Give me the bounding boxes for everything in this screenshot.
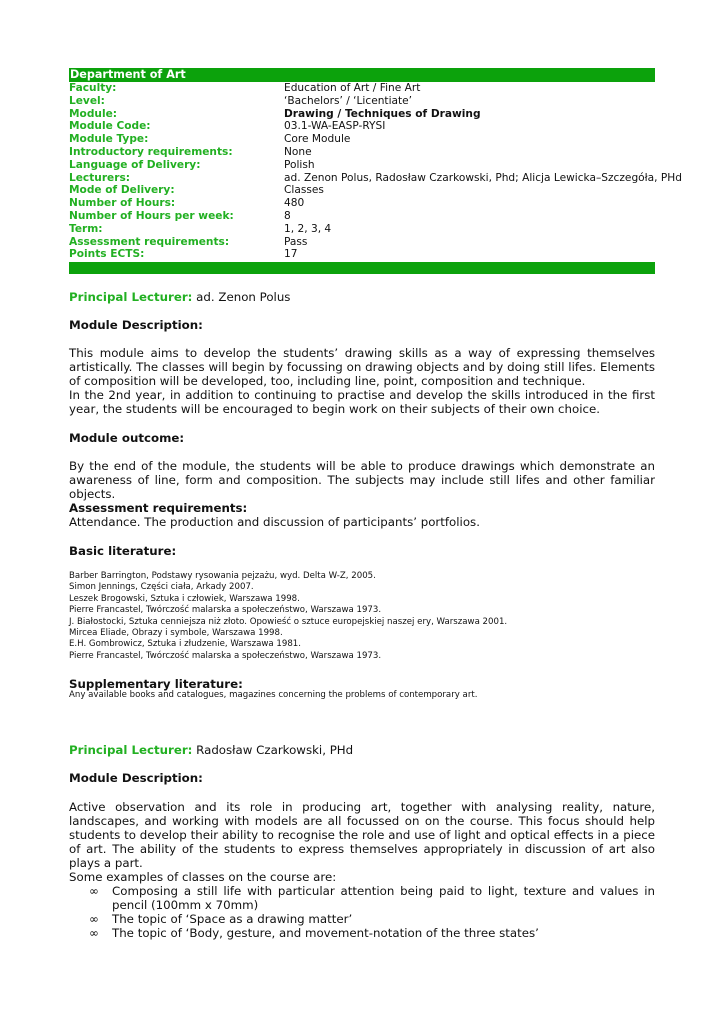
info-value: 480 xyxy=(284,197,305,210)
outcome-paragraph: By the end of the module, the students will be able to produce drawings which demonstrate an awareness of line, form and composition. The subjects may include still lifes and other familiar objects. xyxy=(69,459,655,501)
info-label: Mode of Delivery: xyxy=(69,184,175,197)
info-row xyxy=(69,184,655,197)
info-value: 03.1-WA-EASP-RYSI xyxy=(284,120,386,133)
info-value: Pass xyxy=(284,235,308,248)
info-value: Classes xyxy=(284,184,324,197)
supplementary-literature-heading: Supplementary literature: xyxy=(69,677,243,691)
info-row xyxy=(69,82,655,95)
info-row xyxy=(69,197,655,210)
literature-item: Barber Barrington, Podstawy rysowania pejzażu, wyd. Delta W-Z, 2005. xyxy=(69,571,376,581)
literature-item: E.H. Gombrowicz, Sztuka i złudzenie, Warszawa 1981. xyxy=(69,639,301,650)
description-paragraph: Active observation and its role in producing art, together with analysing reality, nature, landscapes, and working with models are all focussed on on the course. This focus should help students to develop their ability to recognise the role and use of light and optical effects in a piece of art. The ability of the students to express themselves appropriately in discussion of art also plays a part. xyxy=(69,800,655,870)
description-paragraph: This module aims to develop the students’ drawing skills as a way of expressing themselves artistically. The classes will begin by focussing on drawing objects and by doing still lifes. Elements of composition will be developed, too, including line, point, composition and technique. xyxy=(69,346,655,388)
principal-lecturer-label: Principal Lecturer: xyxy=(69,743,193,757)
example-text: Composing a still life with particular attention being paid to light, texture and values in pencil (100mm x 70mm) xyxy=(112,884,655,912)
info-label: Assessment requirements: xyxy=(69,235,230,248)
literature-item: Mircea Eliade, Obrazy i symbole, Warszawa 1998. xyxy=(69,628,283,639)
info-value: ad. Zenon Polus, Radosław Czarkowski, Phd; Alicja Lewicka–Szczegóła, PHd xyxy=(284,171,682,184)
supplementary-literature-text: Any available books and catalogues, magazines concerning the problems of contemporary art. xyxy=(69,690,478,700)
assessment-paragraph: Attendance. The production and discussion of participants’ portfolios. xyxy=(69,515,480,529)
info-row xyxy=(69,248,655,261)
description-paragraph: Some examples of classes on the course are: xyxy=(69,870,337,884)
principal-lecturer-2 xyxy=(69,743,655,757)
info-label: Term: xyxy=(69,222,103,235)
list-item xyxy=(69,926,655,940)
info-label: Module: xyxy=(69,107,117,120)
infinity-bullet-icon: ∞ xyxy=(89,912,99,926)
principal-lecturer-label: Principal Lecturer: xyxy=(69,290,193,304)
info-row xyxy=(69,95,655,108)
info-value: 17 xyxy=(284,248,298,261)
example-text: The topic of ‘Body, gesture, and movement-notation of the three states’ xyxy=(112,926,539,940)
literature-item: Simon Jennings, Części ciała, Arkady 2007. xyxy=(69,582,254,593)
example-text: The topic of ‘Space as a drawing matter’ xyxy=(112,912,353,926)
literature-item: Pierre Francastel, Twórczość malarska a społeczeństwo, Warszawa 1973. xyxy=(69,605,382,616)
class-examples-list xyxy=(69,884,655,940)
info-value: None xyxy=(284,145,312,158)
info-value: Core Module xyxy=(284,133,351,146)
description-paragraph: In the 2nd year, in addition to continuing to practise and develop the skills introduced in the first year, the students will be encouraged to begin work on their subjects of their own choice. xyxy=(69,388,655,416)
info-label: Module Type: xyxy=(69,133,149,146)
module-info-table xyxy=(69,68,682,274)
info-value: 1, 2, 3, 4 xyxy=(284,222,332,235)
principal-lecturer-name: ad. Zenon Polus xyxy=(192,290,291,304)
info-value: 8 xyxy=(284,209,291,222)
info-label: Number of Hours: xyxy=(69,197,176,210)
info-label: Lecturers: xyxy=(69,171,130,184)
info-row xyxy=(69,133,655,146)
basic-literature-list xyxy=(69,571,655,662)
info-label: Language of Delivery: xyxy=(69,158,201,171)
info-row xyxy=(69,108,655,121)
literature-item: Leszek Brogowski, Sztuka i człowiek, Warszawa 1998. xyxy=(69,593,300,604)
assessment-text xyxy=(69,515,655,529)
info-value: ‘Bachelors’ / ‘Licentiate’ xyxy=(284,94,413,107)
info-row xyxy=(69,223,655,236)
info-row xyxy=(69,210,655,223)
info-label: Points ECTS: xyxy=(69,248,145,261)
literature-item: J. Białostocki, Sztuka cenniejsza niż złoto. Opowieść o sztuce europejskiej naszej ery, Warszawa 2001. xyxy=(69,616,508,627)
info-row xyxy=(69,159,655,172)
info-row xyxy=(69,146,655,159)
literature-item: Pierre Francastel, Twórczość malarska a społeczeństwo, Warszawa 1973. xyxy=(69,650,382,661)
info-row xyxy=(69,171,682,185)
assessment-heading: Assessment requirements: xyxy=(69,501,248,515)
principal-lecturer-name: Radosław Czarkowski, PHd xyxy=(192,743,354,757)
info-row xyxy=(69,120,655,133)
list-item xyxy=(69,912,655,926)
info-label: Introductory requirements: xyxy=(69,145,233,158)
module-outcome-text xyxy=(69,459,655,501)
module-description-heading: Module Description: xyxy=(69,318,203,332)
info-row xyxy=(69,236,655,249)
module-outcome-heading: Module outcome: xyxy=(69,431,185,445)
principal-lecturer-1 xyxy=(69,290,655,304)
module-description-text xyxy=(69,346,655,416)
info-value: Drawing / Techniques of Drawing xyxy=(284,107,481,120)
info-label: Number of Hours per week: xyxy=(69,209,234,222)
department-header: Department of Art xyxy=(69,68,655,82)
module-description-text-2 xyxy=(69,800,655,940)
infinity-bullet-icon: ∞ xyxy=(89,884,99,898)
list-item xyxy=(69,884,655,912)
info-value: Education of Art / Fine Art xyxy=(284,82,421,94)
table-footer-bar xyxy=(69,262,655,274)
info-label: Faculty: xyxy=(69,82,117,94)
info-label: Level: xyxy=(69,94,105,107)
info-rows xyxy=(69,82,682,261)
info-value: Polish xyxy=(284,158,315,171)
module-description-heading: Module Description: xyxy=(69,771,203,785)
infinity-bullet-icon: ∞ xyxy=(89,926,99,940)
basic-literature-heading: Basic literature: xyxy=(69,544,177,558)
info-label: Module Code: xyxy=(69,120,151,133)
